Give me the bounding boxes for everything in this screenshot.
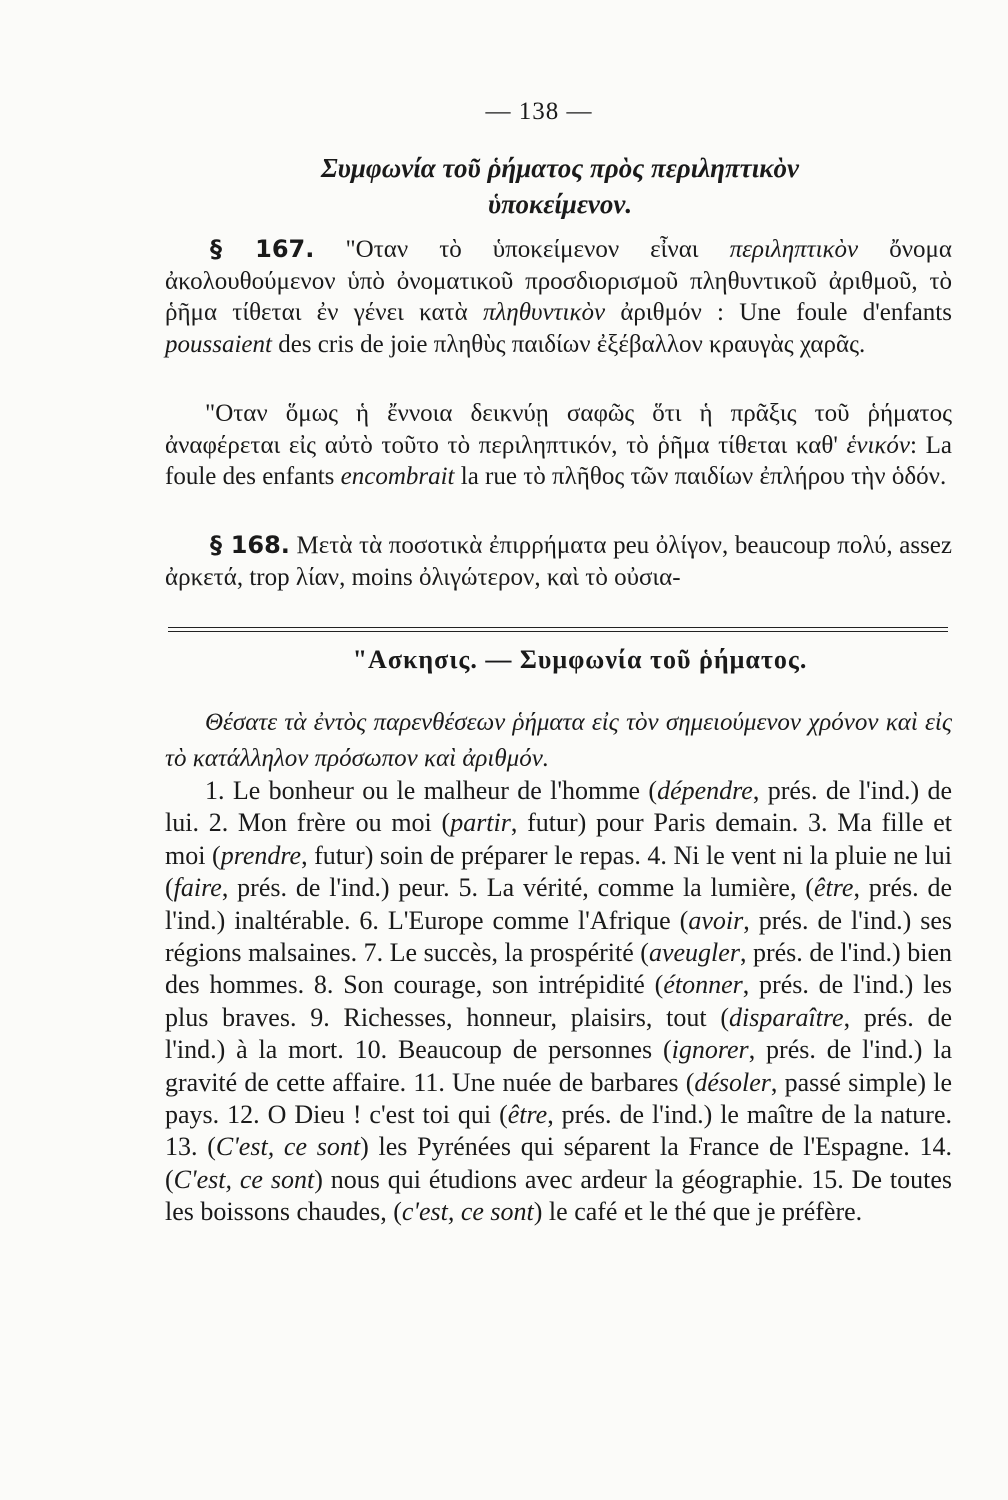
- paragraph-number-167: § 167.: [210, 235, 315, 263]
- exercise-instruction: Θέσατε τὰ ἐντὸς παρενθέσεων ῥήματα εἰς τὸν σημειούμενον χρόνον καὶ εἰς τὸ κατάλληλον πρόσωπον καὶ ἀριθμόν.: [165, 709, 952, 772]
- paragraph-number-168: § 168.: [210, 531, 290, 559]
- exercise-text: 1. Le bonheur ou le malheur de l'homme (dépendre, prés. de l'ind.) de lui. 2. Mon frère ou moi (partir, futur) pour Paris demain. 3. Ma fille et moi (prendre, futur) soin de préparer le repas. 4. Ni le vent ni la pluie ne lui (faire, prés. de l'ind.) peur. 5. La vérité, comme la lumière, (être, prés. de l'ind.) inaltérable. 6. L'Europe comme l'Afrique (avoir, prés. de l'ind.) ses régions malsaines. 7. Le succès, la prospérité (aveugler, prés. de l'ind.) bien des hommes. 8. Son courage, son intrépidité (étonner, prés. de l'ind.) les plus braves. 9. Richesses, honneur, plaisirs, tout (disparaître, prés. de l'ind.) à la mort. 10. Beaucoup de personnes (ignorer, prés. de l'ind.) la gravité de cette affaire. 11. Une nuée de barbares (désoler, passé simple) le pays. 12. O Dieu ! c'est toi qui (être, prés. de l'ind.) le maître de la nature. 13. (C'est, ce sont) les Pyrénées qui séparent la France de l'Espagne. 14. (C'est, ce sont) nous qui étudions avec ardeur la géographie. 15. De toutes les boissons chaudes, (c'est, ce sont) le café et le thé que je préfère.: [165, 776, 953, 1227]
- divider-line-double: [168, 631, 948, 632]
- paragraph-167-continued: "Οταν ὅμως ἡ ἔννοια δεικνύῃ σαφῶς ὅτι ἡ πρᾶξις τοῦ ῥήματος ἀναφέρεται εἰς αὐτὸ τοῦτο τὸ περιληπτικόν, τὸ ῥῆμα τίθεται καθ' ἑνικόν: La foule des enfants encombrait la rue τὸ πλῆθος τῶν παιδίων ἐπλήρου τὴν ὁδόν.: [165, 400, 952, 491]
- paragraph-167: § 167. "Οταν τὸ ὑποκείμενον εἶναι περιληπτικὸν ὄνομα ἀκολουθούμενον ὑπὸ ὀνοματικοῦ προσδιορισμοῦ πληθυντικοῦ ἀριθμοῦ, τὸ ῥῆμα τίθεται ἐν γένει κατὰ πληθυντικὸν ἀριθμόν : Une foule d'enfants poussaient des cris de joie πληθὺς παιδίων ἐξέβαλλον κραυγὰς χαρᾶς.: [165, 235, 953, 358]
- section-title-line-2: ὑποκείμενον.: [487, 189, 633, 219]
- page-number: — 138 —: [485, 98, 593, 125]
- section-title: [160, 150, 960, 222]
- paragraph-168: § 168. Μετὰ τὰ ποσοτικὰ ἐπιρρήματα peu ὀλίγον, beaucoup πολύ, assez ἀρκετά, trop λίαν, moins ὀλιγώτερον, καὶ τὸ οὐσια-: [165, 531, 952, 591]
- section-title-line-1: Συμφωνία τοῦ ῥήματος πρὸς περιληπτικὸν: [320, 153, 800, 183]
- exercise-title: "Ασκησις. — Συμφωνία τοῦ ῥήματος.: [352, 645, 808, 674]
- divider-line: [168, 627, 948, 628]
